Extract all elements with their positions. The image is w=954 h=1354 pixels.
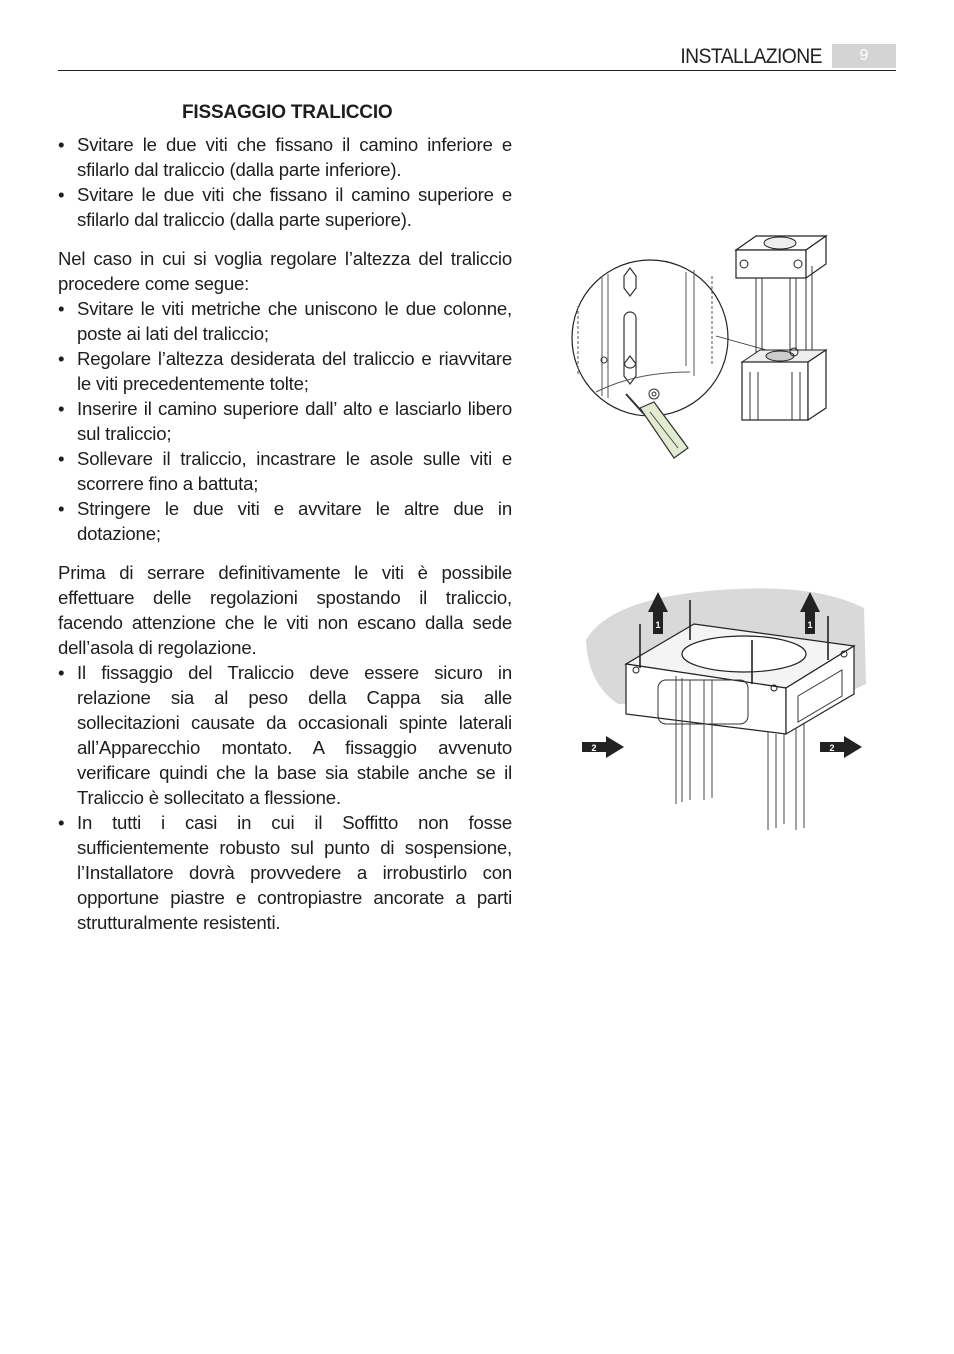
arrow-side-label: 2	[829, 743, 835, 753]
figure-frame-mounting	[578, 584, 870, 840]
paragraph-adjust-height: Nel caso in cui si voglia regolare l’altezza del traliccio procedere come segue:	[58, 248, 512, 294]
arrow-right-right	[820, 736, 862, 758]
figure-frame-screwdriver	[566, 226, 862, 470]
list-item: • Regolare l’altezza desiderata del traliccio e riavvitare le viti precedentemente tolte;	[58, 346, 512, 396]
list-item: • Il fissaggio del Traliccio deve essere sicuro in relazione sia al peso della Cappa sia alle sollecitazioni causate da occasionali spinte laterali all’Apparecchio montato. A fissaggio avvenuto verificare quindi che la base sia stabile anche se il Traliccio è sollecitato a flessione.	[58, 660, 512, 810]
list-item: • Svitare le viti metriche che uniscono le due colonne, poste ai lati del traliccio;	[58, 296, 512, 346]
list-item: • Svitare le due viti che fissano il camino superiore e sfilarlo dal traliccio (dalla parte superiore).	[58, 182, 512, 232]
list-item: • Sollevare il traliccio, incastrare le asole sulle viti e scorrere fino a battuta;	[58, 446, 512, 496]
list-item: • Svitare le due viti che fissano il camino inferiore e sfilarlo dal traliccio (dalla parte inferiore).	[58, 132, 512, 182]
section-title: INSTALLAZIONE	[680, 45, 822, 68]
list-item: • In tutti i casi in cui il Soffitto non fosse sufficientemente robusto sul punto di sospensione, l’Installatore dovrà provvedere a irrobustirlo con opportune piastre e contropiastre ancorate a parti strutturalmente resistenti.	[58, 810, 512, 935]
header-rule	[58, 70, 896, 71]
frame-assembly	[736, 236, 826, 420]
page-header	[58, 40, 896, 72]
list-item: • Stringere le due viti e avvitare le altre due in dotazione;	[58, 496, 512, 546]
bullet-list-1	[58, 132, 512, 232]
arrow-side-label: 2	[591, 743, 597, 753]
detail-zoom-circle	[572, 260, 728, 416]
arrow-up-label: 1	[655, 620, 661, 630]
arrow-right-left	[582, 736, 624, 758]
text-column	[58, 100, 512, 935]
paragraph-adjustments: Prima di serrare definitivamente le viti è possibile effettuare delle regolazioni spostando il traliccio, facendo attenzione che le viti non escano dalla sede dell’asola di regolazione.	[58, 562, 512, 658]
page-number: 9	[832, 44, 896, 68]
list-item: • Inserire il camino superiore dall’ alto e lasciarlo libero sul traliccio;	[58, 396, 512, 446]
bullet-list-2	[58, 296, 512, 546]
screwdriver-icon	[626, 394, 688, 458]
arrow-up-label: 1	[807, 620, 813, 630]
bullet-list-3	[58, 660, 512, 935]
subtitle: FISSAGGIO TRALICCIO	[182, 102, 393, 123]
